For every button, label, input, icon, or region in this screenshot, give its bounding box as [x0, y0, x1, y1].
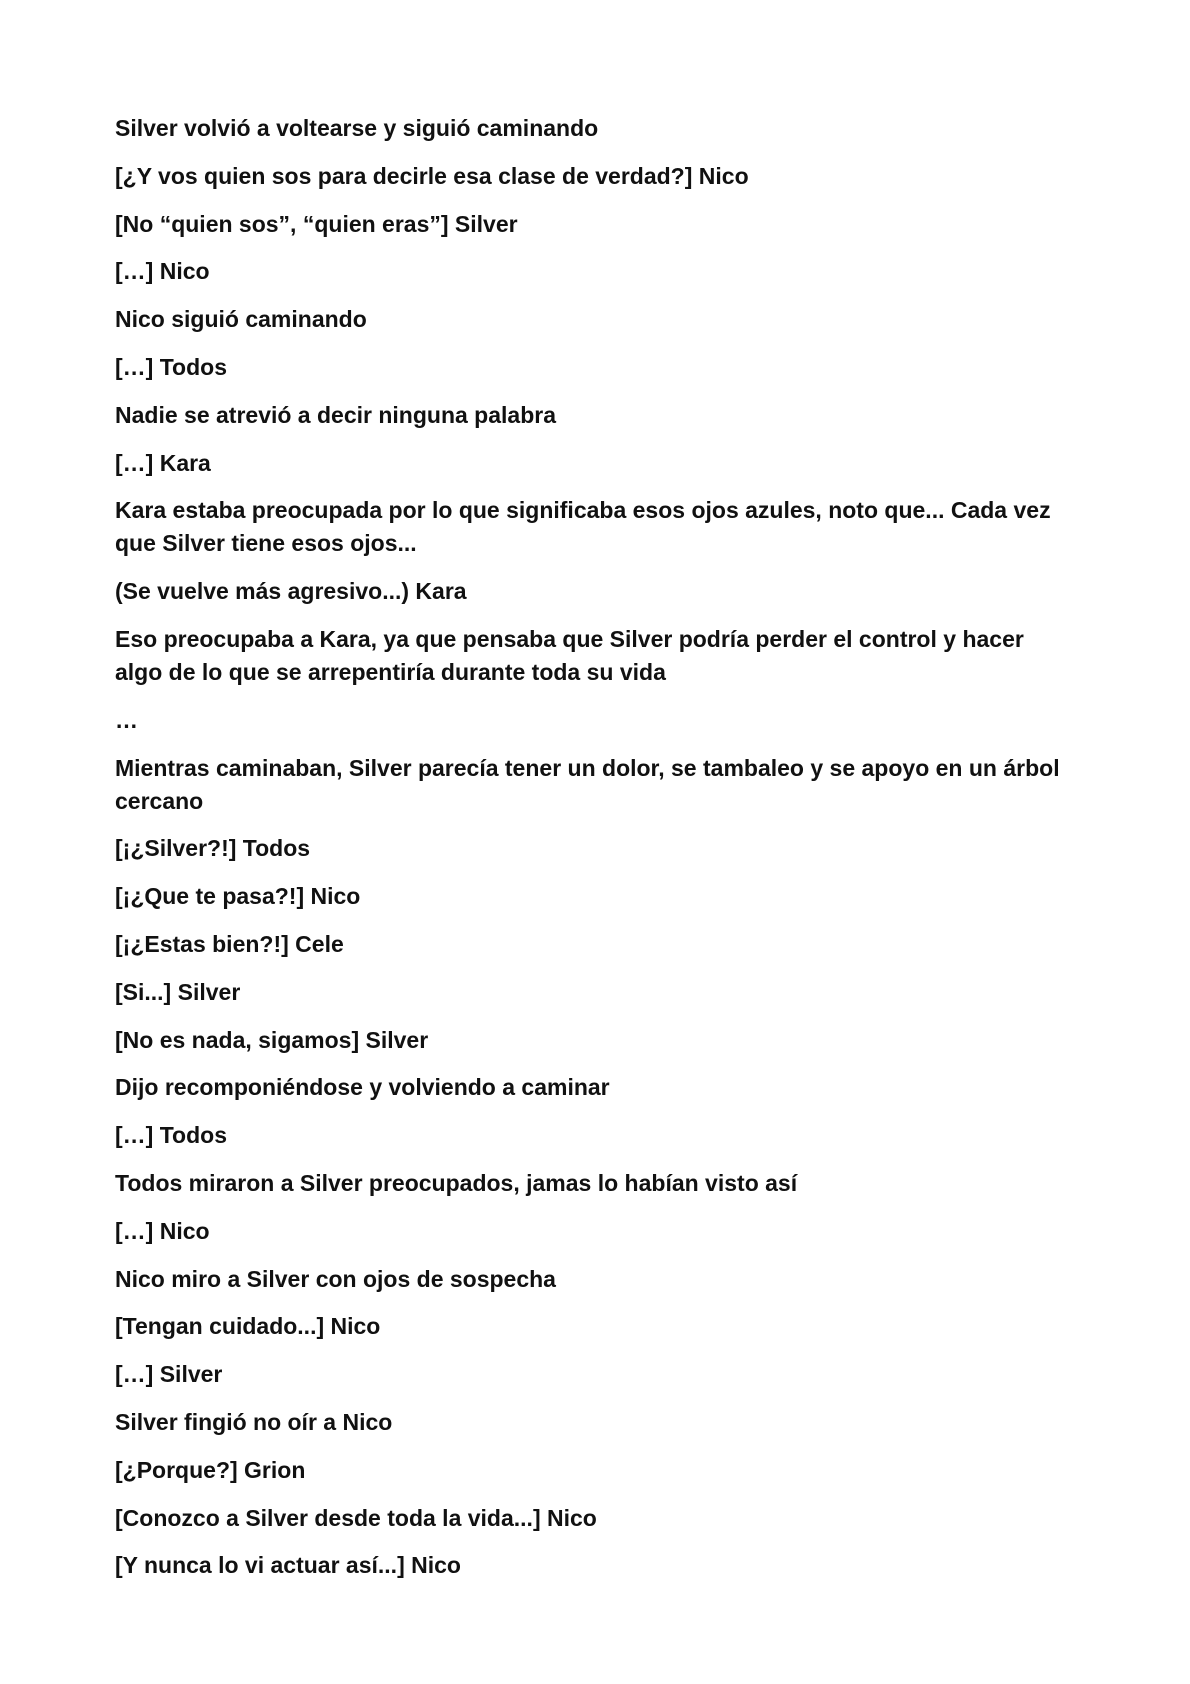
dialogue-line: [¿Y vos quien sos para decirle esa clase de verdad?] Nico: [115, 162, 749, 189]
paragraph: Nico siguió caminando: [115, 306, 367, 333]
paragraph: Nico miro a Silver con ojos de sospecha: [115, 1265, 556, 1292]
paragraph: Silver fingió no oír a Nico: [115, 1408, 393, 1435]
dialogue-line: [¡¿Silver?!] Todos: [115, 835, 311, 862]
document-body: [115, 112, 1075, 1597]
dialogue-line: [No es nada, sigamos] Silver: [115, 1026, 429, 1053]
dialogue-line: […] Todos: [115, 1122, 227, 1149]
dialogue-line: [No “quien sos”, “quien eras”] Silver: [115, 210, 518, 237]
dialogue-line: […] Todos: [115, 353, 227, 380]
dialogue-line: […] Kara: [115, 449, 211, 476]
paragraph: Eso preocupaba a Kara, ya que pensaba que Silver podría perder el control y hacer algo de lo que se arrepentiría durante toda su vida: [115, 625, 1024, 685]
paragraph: Kara estaba preocupada por lo que significaba esos ojos azules, noto que... Cada vez que Silver tiene esos ojos...: [115, 497, 1051, 557]
paragraph: Silver volvió a voltearse y siguió caminando: [115, 115, 599, 141]
dialogue-line: [Tengan cuidado...] Nico: [115, 1313, 381, 1340]
dialogue-line: [¡¿Estas bien?!] Cele: [115, 930, 344, 957]
paragraph: Dijo recomponiéndose y volviendo a caminar: [115, 1074, 610, 1101]
dialogue-line: [Y nunca lo vi actuar así...] Nico: [115, 1552, 461, 1579]
paragraph: Nadie se atrevió a decir ninguna palabra: [115, 401, 556, 428]
dialogue-line: [Si...] Silver: [115, 978, 241, 1005]
dialogue-line: [¿Porque?] Grion: [115, 1456, 306, 1483]
dialogue-line: [¡¿Que te pasa?!] Nico: [115, 883, 361, 910]
dialogue-line: […] Silver: [115, 1361, 223, 1388]
dialogue-line: [Conozco a Silver desde toda la vida...] Nico: [115, 1504, 597, 1531]
dialogue-line: […] Nico: [115, 258, 210, 285]
scene-break: …: [115, 706, 138, 733]
dialogue-line: […] Nico: [115, 1217, 210, 1244]
paragraph: Mientras caminaban, Silver parecía tener un dolor, se tambaleo y se apoyo en un árbol cercano: [115, 754, 1060, 814]
paragraph: Todos miraron a Silver preocupados, jamas lo habían visto así: [115, 1169, 798, 1196]
dialogue-line: (Se vuelve más agresivo...) Kara: [115, 578, 467, 605]
